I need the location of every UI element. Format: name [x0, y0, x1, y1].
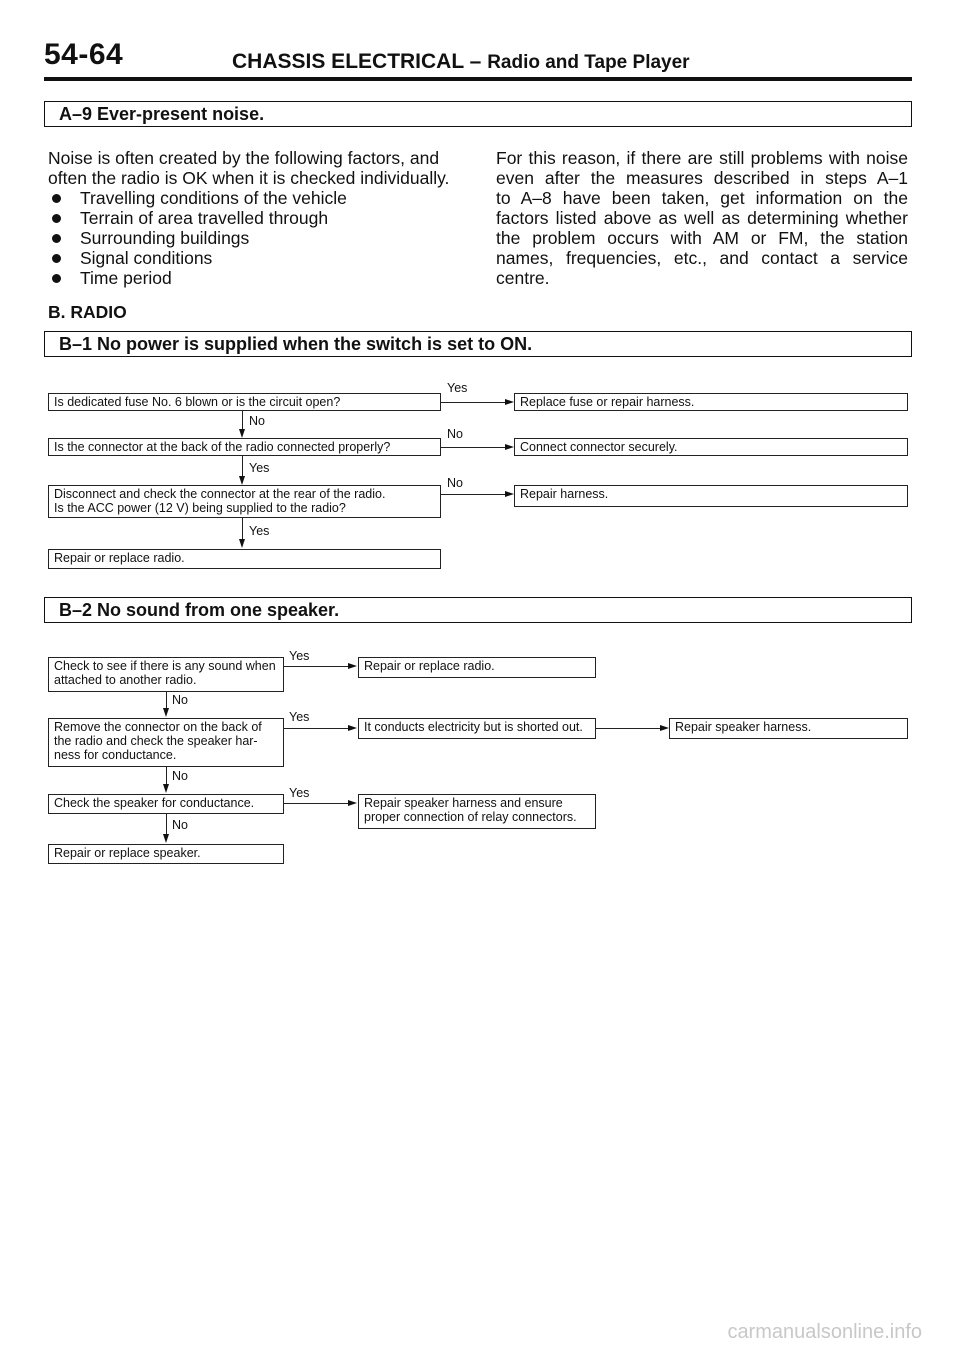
a9-left-column [48, 148, 458, 288]
header-rule [44, 77, 912, 81]
arrow-right-icon [505, 444, 514, 450]
b2-q1-yes-line [284, 666, 348, 667]
b2-r3-box [358, 794, 596, 829]
b2-q3-no-label: No [172, 818, 188, 832]
right-line: the problem occurs with AM or FM, the station [496, 228, 908, 248]
b1-q1-box: Is dedicated fuse No. 6 blown or is the circuit open? [48, 393, 441, 411]
arrow-right-icon [348, 800, 357, 806]
b2-q3-box: Check the speaker for conductance. [48, 794, 284, 814]
bullet-item: Travelling conditions of the vehicle [48, 188, 458, 208]
b1-q1-no-line [242, 411, 243, 431]
b1-q3-box [48, 485, 441, 518]
b1-q1-no-label: No [249, 414, 265, 428]
b2-q1-line: Check to see if there is any sound when [54, 659, 276, 673]
watermark: carmanualsonline.info [727, 1321, 922, 1343]
b2-r1-box: Repair or replace radio. [358, 657, 596, 678]
b2-q2-line: ness for conductance. [54, 748, 177, 762]
b1-q2-no-label: No [447, 427, 463, 441]
b2-r2b-box: Repair speaker harness. [669, 718, 908, 739]
b1-r3-box: Repair harness. [514, 485, 908, 507]
radio-heading: B. RADIO [48, 302, 127, 322]
b1-q1-yes-line [441, 402, 505, 403]
arrow-right-icon [505, 399, 514, 405]
b1-q2-yes-label: Yes [249, 461, 270, 475]
bullet-item: Time period [48, 268, 458, 288]
arrow-down-icon [163, 708, 169, 717]
b1-q3-yes-line [242, 518, 243, 541]
b2-r3-line: Repair speaker harness and ensure [364, 796, 563, 810]
arrow-right-icon [348, 725, 357, 731]
intro-line: often the radio is OK when it is checked individually. [48, 168, 450, 188]
b2-q3-yes-line [284, 803, 348, 804]
b1-r1-box: Replace fuse or repair harness. [514, 393, 908, 411]
b1-q3-no-label: No [447, 476, 463, 490]
page-number: 54-64 [44, 38, 124, 71]
right-line: For this reason, if there are still problems with noise [496, 148, 908, 168]
arrow-down-icon [163, 784, 169, 793]
b1-q1-yes-label: Yes [447, 381, 468, 395]
title-dash: – [469, 50, 482, 73]
bullet-item: Surrounding buildings [48, 228, 458, 248]
section-title: CHASSIS ELECTRICAL [232, 50, 464, 73]
b1-q3-yes-label: Yes [249, 524, 270, 538]
bullet-item: Signal conditions [48, 248, 458, 268]
arrow-right-icon [660, 725, 669, 731]
subsection-title: Radio and Tape Player [487, 52, 690, 73]
b1-q3-no-line [441, 494, 505, 495]
b2-q2-yes-line [284, 728, 348, 729]
b2-q2-yes-label: Yes [289, 710, 310, 724]
right-line: factors listed above as well as determining whether [496, 208, 908, 228]
b1-q3-line: Disconnect and check the connector at the rear of the radio. [54, 487, 386, 501]
b1-r2-box: Connect connector securely. [514, 438, 908, 456]
arrow-down-icon [239, 476, 245, 485]
b2-q2-box [48, 718, 284, 767]
arrow-down-icon [239, 539, 245, 548]
b1-q3-line: Is the ACC power (12 V) being supplied to the radio? [54, 501, 346, 515]
b2-q1-box [48, 657, 284, 692]
a9-section-title: A–9 Ever-present noise. [44, 101, 912, 127]
b2-final-box: Repair or replace speaker. [48, 844, 284, 864]
b2-r2-line [596, 728, 660, 729]
b2-q2-no-label: No [172, 769, 188, 783]
b2-q1-no-label: No [172, 693, 188, 707]
b1-q2-box: Is the connector at the back of the radio connected properly? [48, 438, 441, 456]
b2-q1-yes-label: Yes [289, 649, 310, 663]
bullet-item: Terrain of area travelled through [48, 208, 458, 228]
arrow-right-icon [505, 491, 514, 497]
right-line: even after the measures described in steps A–1 [496, 168, 908, 188]
b2-section-title: B–2 No sound from one speaker. [44, 597, 912, 623]
b2-q3-no-line [166, 814, 167, 836]
b2-q2-line: the radio and check the speaker har- [54, 734, 258, 748]
b1-section-title: B–1 No power is supplied when the switch is set to ON. [44, 331, 912, 357]
b2-q2-line: Remove the connector on the back of [54, 720, 262, 734]
a9-right-column [496, 148, 908, 288]
right-line-last: centre. [496, 268, 550, 288]
arrow-right-icon [348, 663, 357, 669]
arrow-down-icon [163, 834, 169, 843]
right-line: to A–8 have been taken, get information on the [496, 188, 908, 208]
b2-r2-box: It conducts electricity but is shorted out. [358, 718, 596, 739]
page-header-title [232, 50, 690, 74]
b2-r3-line: proper connection of relay connectors. [364, 810, 577, 824]
b1-final-box: Repair or replace radio. [48, 549, 441, 569]
b1-q2-no-line [441, 447, 505, 448]
intro-line: Noise is often created by the following factors, and [48, 148, 440, 168]
right-line: names, frequencies, etc., and contact a service [496, 248, 908, 268]
b2-q1-line: attached to another radio. [54, 673, 197, 687]
b1-q2-yes-line [242, 456, 243, 478]
b2-q3-yes-label: Yes [289, 786, 310, 800]
arrow-down-icon [239, 429, 245, 438]
